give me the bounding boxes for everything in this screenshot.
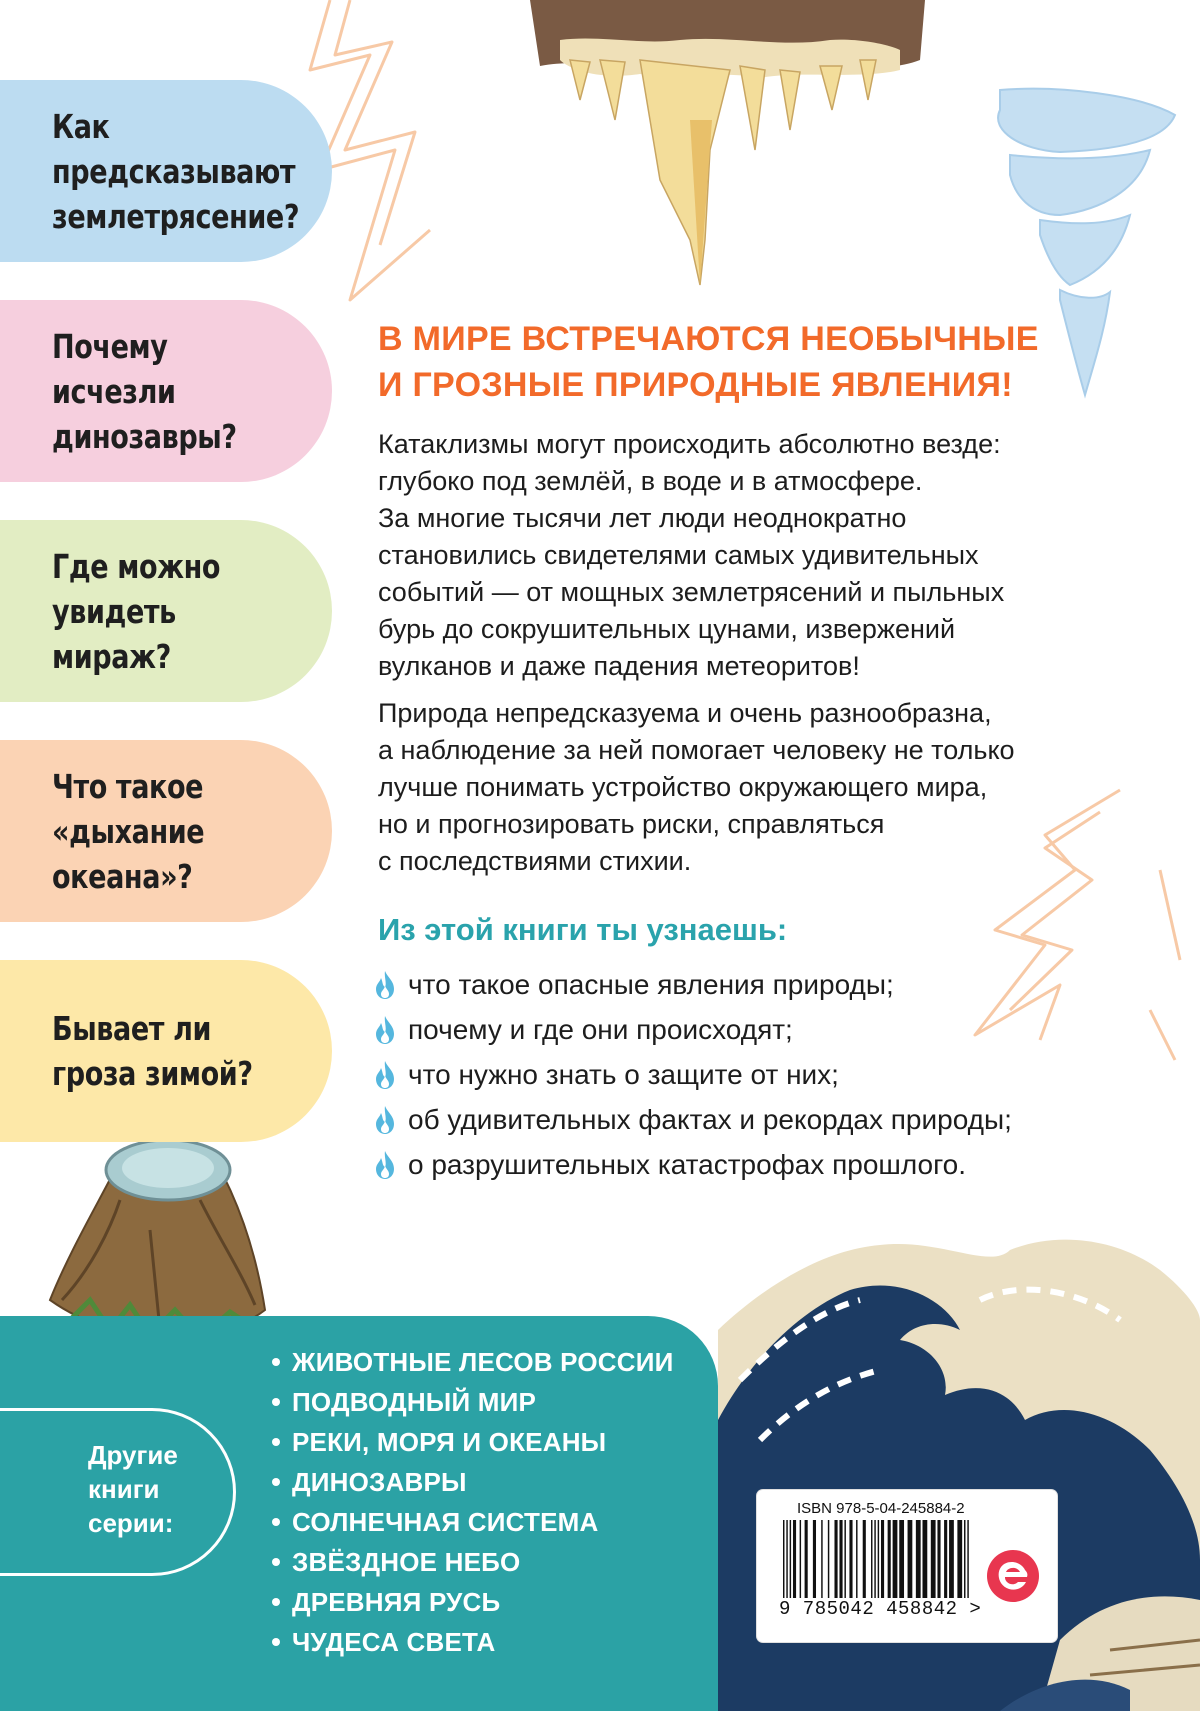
series-book-item bbox=[272, 1582, 674, 1622]
series-book-item bbox=[272, 1382, 674, 1422]
question-text: Почему исчезли динозавры? bbox=[52, 326, 237, 456]
bullet-dot bbox=[272, 1558, 280, 1566]
bullet-dot bbox=[272, 1638, 280, 1646]
barcode-bar bbox=[856, 1520, 857, 1598]
barcode-bar bbox=[821, 1520, 822, 1598]
barcode-bar bbox=[957, 1520, 962, 1598]
question-text: Бывает ли гроза зимой? bbox=[52, 1009, 253, 1093]
bullet-dot bbox=[272, 1518, 280, 1526]
headline-line-2: И ГРОЗНЫЕ ПРИРОДНЫЕ ЯВЛЕНИЯ! bbox=[378, 366, 1013, 404]
question-tab-mirage bbox=[0, 520, 332, 702]
question-text: Как предсказывают землетрясение? bbox=[52, 106, 300, 236]
barcode-bar bbox=[844, 1520, 845, 1598]
barcode-bar bbox=[899, 1520, 904, 1598]
series-book-title: ДРЕВНЯЯ РУСЬ bbox=[292, 1586, 501, 1617]
barcode-bar bbox=[949, 1520, 954, 1598]
stalactite-illustration bbox=[530, 0, 925, 285]
series-book-item bbox=[272, 1342, 674, 1382]
question-tab-earthquake bbox=[0, 80, 332, 262]
learn-item bbox=[374, 1052, 1012, 1097]
barcode-bar bbox=[871, 1520, 872, 1598]
barcode-bar bbox=[863, 1520, 866, 1598]
headline bbox=[378, 316, 1178, 408]
bullet-dot bbox=[272, 1398, 280, 1406]
learn-item bbox=[374, 1142, 1012, 1187]
flame-icon bbox=[374, 970, 396, 1000]
question-text: Где можно увидеть мираж? bbox=[52, 546, 221, 676]
learn-item-text: о разрушительных катастрофах прошлого. bbox=[408, 1148, 967, 1180]
barcode-bar bbox=[923, 1520, 928, 1598]
series-book-title: СОЛНЕЧНАЯ СИСТЕМА bbox=[292, 1506, 599, 1537]
barcode-bar bbox=[790, 1520, 791, 1598]
learn-item-text: об удивительных фактах и рекордах природы; bbox=[408, 1103, 1012, 1135]
question-tab-dinosaurs bbox=[0, 300, 332, 482]
flame-icon bbox=[374, 1105, 396, 1135]
barcode-bar bbox=[813, 1520, 816, 1598]
question-tab-winter-thunder bbox=[0, 960, 332, 1142]
learn-list bbox=[374, 962, 1012, 1187]
barcode-bar bbox=[944, 1520, 947, 1598]
learn-item bbox=[374, 1097, 1012, 1142]
series-book-title: РЕКИ, МОРЯ И ОКЕАНЫ bbox=[292, 1426, 607, 1457]
barcode-bar bbox=[964, 1520, 965, 1598]
flame-icon bbox=[374, 1015, 396, 1045]
learn-item-text: что нужно знать о защите от них; bbox=[408, 1058, 839, 1090]
series-book-title: ЗВЁЗДНОЕ НЕБО bbox=[292, 1546, 521, 1577]
barcode-bar bbox=[834, 1520, 837, 1598]
isbn-text: ISBN 978-5-04-245884-2 bbox=[797, 1500, 965, 1517]
learn-title: Из этой книги ты узнаешь: bbox=[378, 912, 788, 947]
question-text: Что такое «дыхание океана»? bbox=[52, 766, 205, 896]
barcode-bar bbox=[828, 1520, 829, 1598]
series-book-title: ДИНОЗАВРЫ bbox=[292, 1466, 467, 1497]
question-tab-ocean-breath bbox=[0, 740, 332, 922]
eksmo-logo bbox=[985, 1548, 1041, 1604]
barcode-bar bbox=[805, 1520, 808, 1598]
barcode-bar bbox=[793, 1520, 796, 1598]
series-book-list bbox=[272, 1342, 674, 1662]
learn-item-text: что такое опасные явления природы; bbox=[408, 968, 894, 1000]
description-paragraph-2: Природа непредсказуема и очень разнообразна, а наблюдение за ней помогает человеку не только лучше понимать устройство окружающего мира, но и прогнозировать риски, справляться с последствиями стихии. bbox=[378, 698, 1015, 876]
description-paragraph-1: Катаклизмы могут происходить абсолютно везде: глубоко под землёй, в воде и в атмосфере. За многие тысячи лет люди неоднократно становились свидетелями самых удивительных событий — от мощных землетрясений и пыльных бурь до сокрушительных цунами, извержений вулканов и даже падения метеоритов! bbox=[378, 429, 1005, 681]
flame-icon bbox=[374, 1150, 396, 1180]
barcode-bar bbox=[881, 1520, 884, 1598]
barcode-digits: 9 785042 458842 > bbox=[779, 1598, 982, 1620]
barcode-bar bbox=[908, 1520, 913, 1598]
flame-icon bbox=[374, 1060, 396, 1090]
barcode-bar bbox=[888, 1520, 891, 1598]
description bbox=[378, 426, 1158, 880]
bullet-dot bbox=[272, 1358, 280, 1366]
series-book-item bbox=[272, 1502, 674, 1542]
barcode-bar bbox=[916, 1520, 921, 1598]
learn-item bbox=[374, 1007, 1012, 1052]
barcode-bar bbox=[800, 1520, 801, 1598]
series-book-title: ПОДВОДНЫЙ МИР bbox=[292, 1386, 537, 1417]
bullet-dot bbox=[272, 1478, 280, 1486]
series-book-item bbox=[272, 1462, 674, 1502]
series-book-title: ЧУДЕСА СВЕТА bbox=[292, 1626, 496, 1657]
bullet-dot bbox=[272, 1598, 280, 1606]
series-book-item bbox=[272, 1542, 674, 1582]
bullet-dot bbox=[272, 1438, 280, 1446]
crater-lake-illustration bbox=[50, 1140, 265, 1338]
barcode-bar bbox=[878, 1520, 879, 1598]
barcode-bar bbox=[967, 1520, 968, 1598]
barcode-bar bbox=[786, 1520, 787, 1598]
learn-item-text: почему и где они происходят; bbox=[408, 1013, 793, 1045]
barcode-bar bbox=[783, 1520, 784, 1598]
barcode-bar bbox=[893, 1520, 898, 1598]
barcode-bar bbox=[931, 1520, 936, 1598]
series-book-title: ЖИВОТНЫЕ ЛЕСОВ РОССИИ bbox=[292, 1346, 674, 1377]
learn-item bbox=[374, 962, 1012, 1007]
series-label: Другие книги серии: bbox=[88, 1440, 178, 1538]
series-book-item bbox=[272, 1422, 674, 1462]
barcode-bar bbox=[937, 1520, 940, 1598]
barcode-bar bbox=[839, 1520, 842, 1598]
barcode bbox=[783, 1520, 969, 1598]
headline-line-1: В МИРЕ ВСТРЕЧАЮТСЯ НЕОБЫЧНЫЕ bbox=[378, 320, 1039, 358]
series-book-item bbox=[272, 1622, 674, 1662]
barcode-bar bbox=[849, 1520, 852, 1598]
barcode-bar bbox=[874, 1520, 875, 1598]
